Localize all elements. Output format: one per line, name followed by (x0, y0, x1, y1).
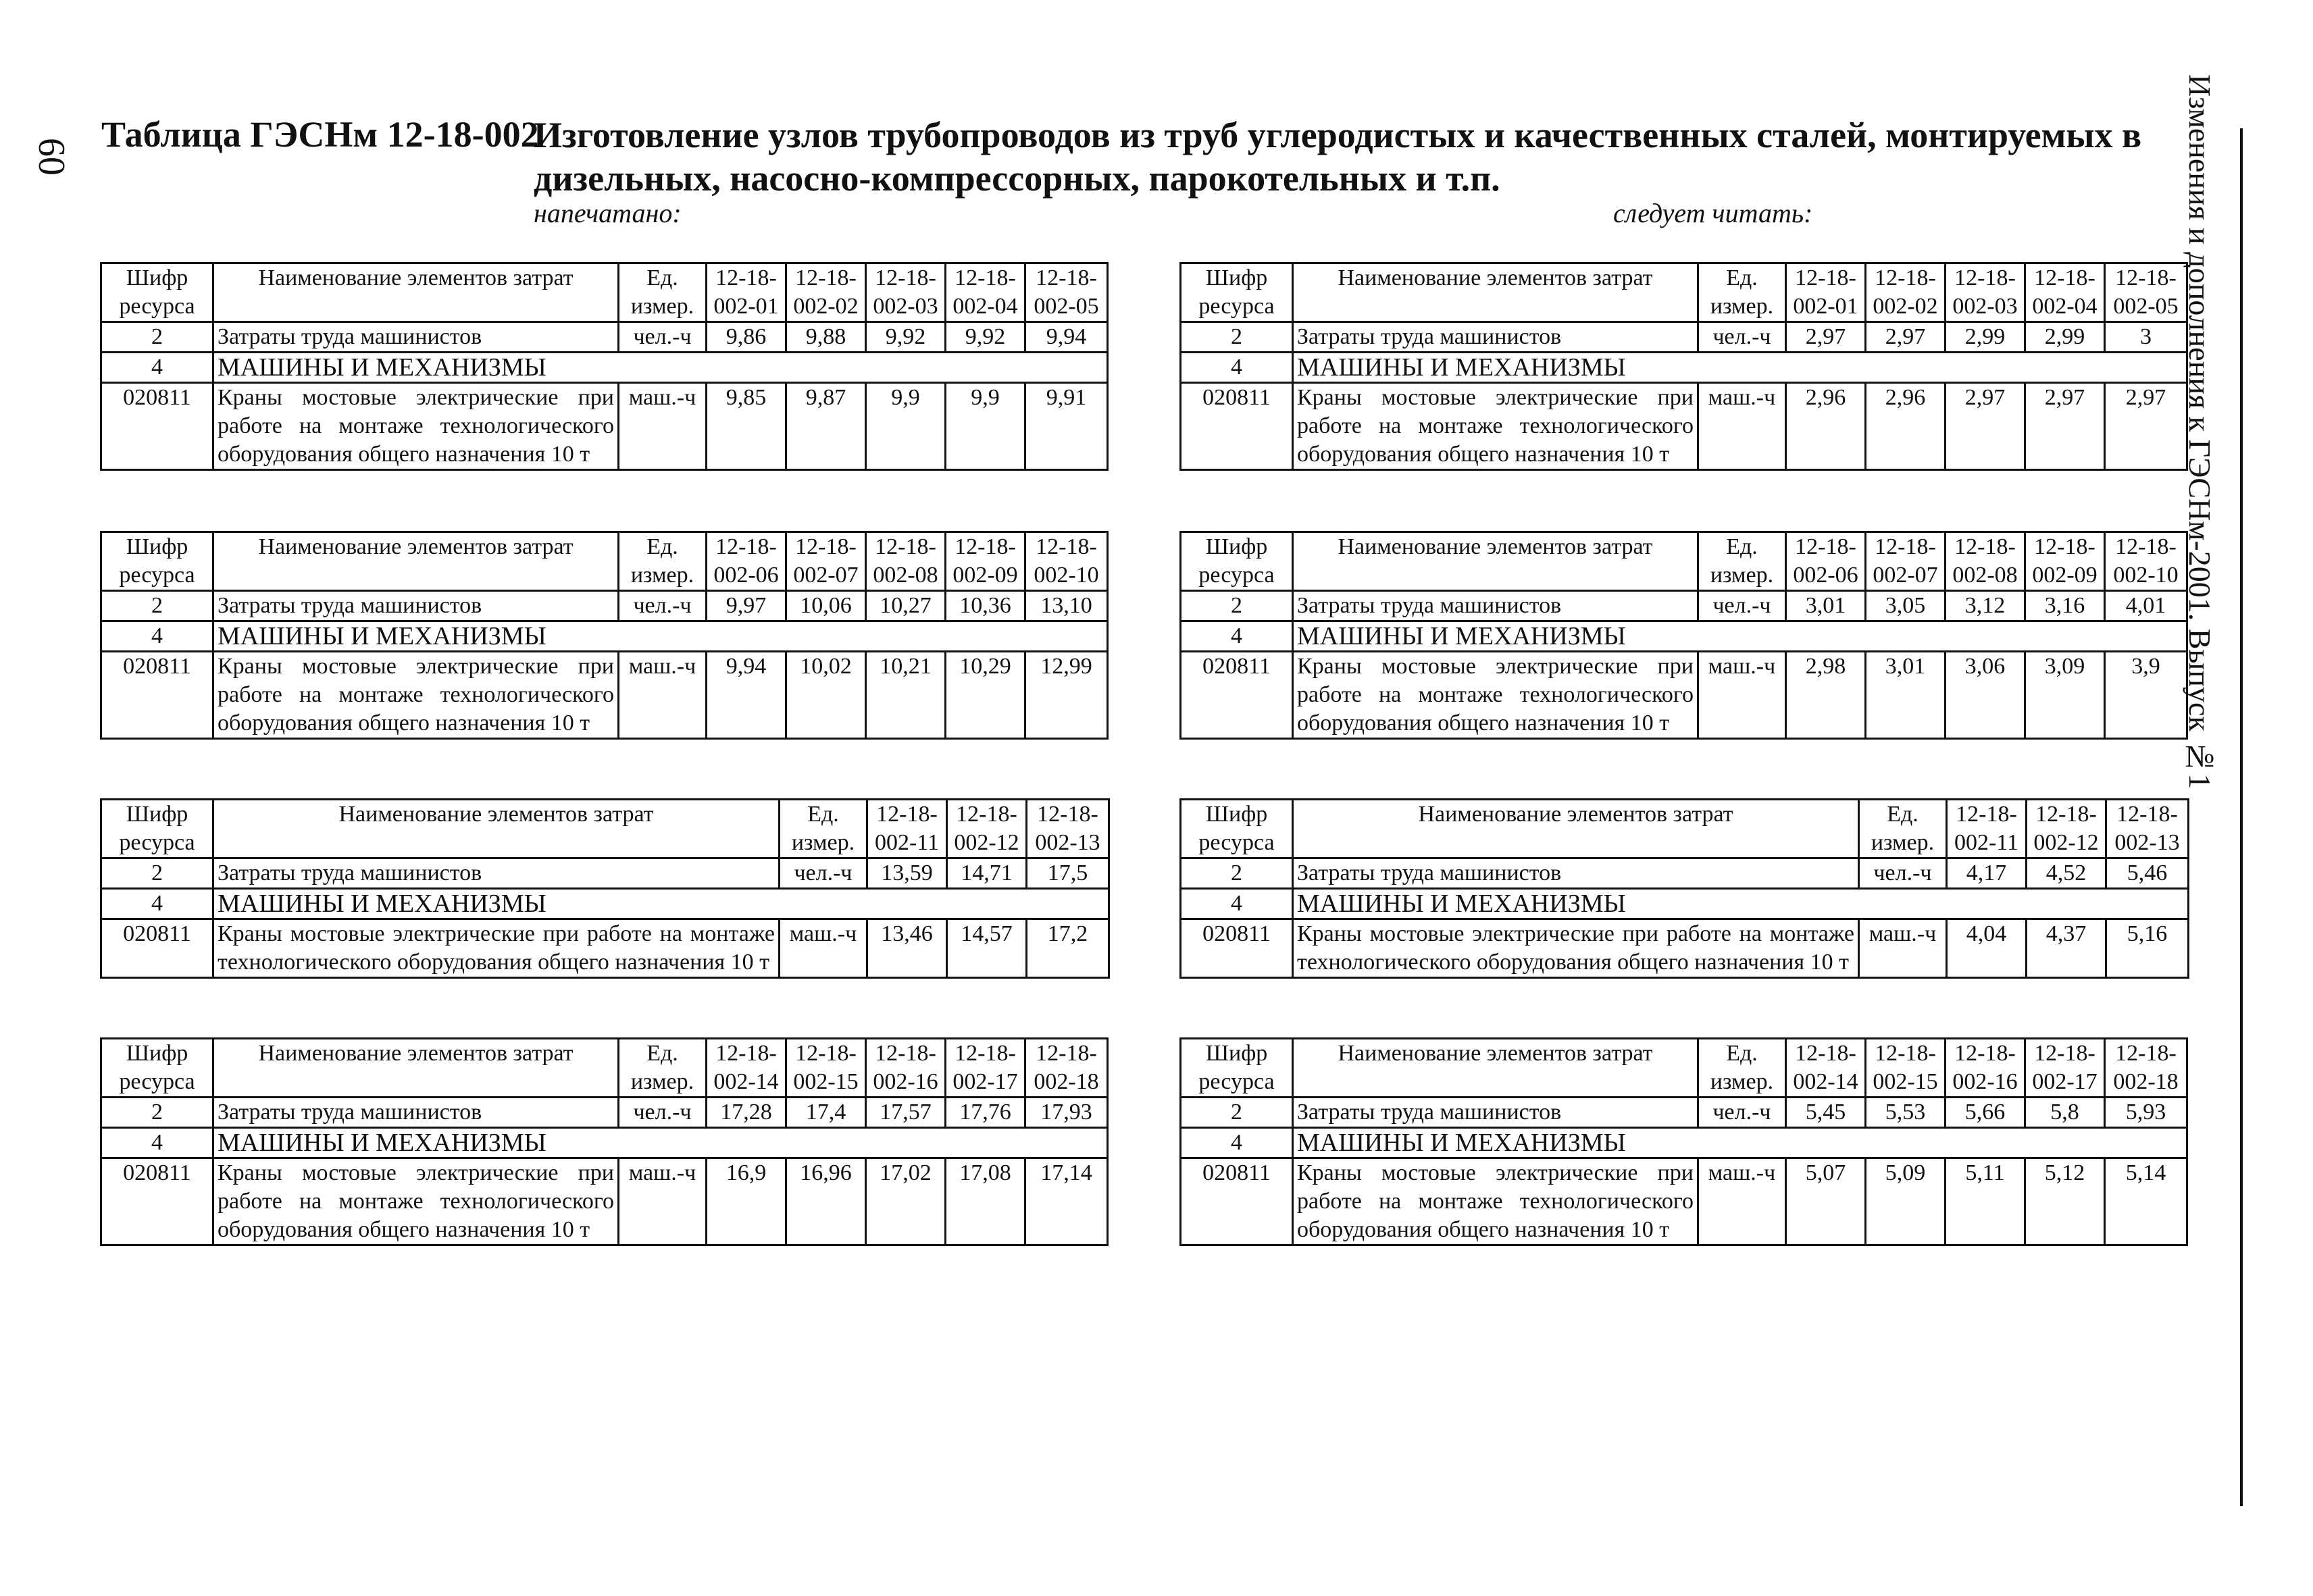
cost-name: Затраты труда машинистов (1293, 858, 1859, 889)
resource-code: 2 (101, 322, 213, 353)
header-cipher: Шифр ресурса (1181, 800, 1293, 858)
unit: маш.-ч (1698, 383, 1786, 470)
cost-name: Затраты труда машинистов (1293, 1098, 1698, 1128)
corrected-table-1 (1179, 262, 2188, 471)
section-row (1181, 889, 2189, 919)
header-code: 12-18-002-05 (2105, 263, 2187, 322)
cost-name: Краны мостовые электрические при работе на монтаже технологического оборудования общего назначения 10 т (213, 919, 780, 978)
header-code: 12-18-002-18 (1025, 1039, 1108, 1098)
table-row (1181, 858, 2189, 889)
section-row (1181, 1128, 2187, 1158)
header-code: 12-18-002-16 (866, 1039, 946, 1098)
section-code: 4 (101, 621, 213, 652)
printed-table-2 (100, 531, 1109, 740)
cost-name: Затраты труда машинистов (213, 1098, 619, 1128)
labor-value: 9,97 (707, 591, 786, 621)
cost-name: Затраты труда машинистов (213, 322, 619, 353)
crane-value: 17,14 (1025, 1158, 1108, 1245)
table-row (1181, 919, 2189, 978)
header-code: 12-18-002-08 (1946, 532, 2025, 591)
crane-value: 9,91 (1025, 383, 1108, 470)
section-code: 4 (1181, 1128, 1293, 1158)
header-code: 12-18-002-11 (1947, 800, 2027, 858)
header-code: 12-18-002-05 (1025, 263, 1108, 322)
header-name: Наименование элементов затрат (213, 800, 780, 858)
labor-value: 3 (2105, 322, 2187, 353)
labor-value: 9,86 (707, 322, 786, 353)
labor-value: 5,45 (1786, 1098, 1866, 1128)
header-code: 12-18-002-18 (2105, 1039, 2187, 1098)
table-title: Изготовление узлов трубопроводов из труб углеродистых и качественных сталей, монтируемых в дизельных, насосно-компрессорных, парокотельных и т.п. (534, 115, 2142, 199)
margin-rule (2240, 128, 2243, 1506)
crane-value: 16,9 (707, 1158, 786, 1245)
section-name: МАШИНЫ И МЕХАНИЗМЫ (1293, 889, 2189, 919)
labor-value: 9,92 (946, 322, 1025, 353)
table-row (101, 1158, 1108, 1245)
labor-value: 5,93 (2105, 1098, 2187, 1128)
crane-value: 9,9 (866, 383, 946, 470)
unit: чел.-ч (1859, 858, 1947, 889)
crane-value: 5,11 (1946, 1158, 2025, 1245)
labor-value: 5,66 (1946, 1098, 2025, 1128)
header-unit: Ед. измер. (619, 263, 707, 322)
header-code: 12-18-002-12 (947, 800, 1027, 858)
header-row (1181, 532, 2187, 591)
labor-value: 9,94 (1025, 322, 1108, 353)
header-code: 12-18-002-13 (2106, 800, 2189, 858)
printed-table-1 (100, 262, 1109, 471)
header-code: 12-18-002-09 (2025, 532, 2105, 591)
header-code: 12-18-002-13 (1027, 800, 1109, 858)
section-row (101, 353, 1108, 383)
crane-value: 10,02 (786, 652, 866, 739)
section-name: МАШИНЫ И МЕХАНИЗМЫ (213, 353, 1108, 383)
resource-code: 020811 (1181, 652, 1293, 739)
crane-value: 5,14 (2105, 1158, 2187, 1245)
crane-value: 5,16 (2106, 919, 2189, 978)
crane-value: 3,09 (2025, 652, 2105, 739)
table-row (1181, 591, 2187, 621)
header-name: Наименование элементов затрат (1293, 532, 1698, 591)
crane-value: 3,06 (1946, 652, 2025, 739)
header-unit: Ед. измер. (619, 1039, 707, 1098)
cost-name: Затраты труда машинистов (213, 591, 619, 621)
resource-code: 2 (101, 591, 213, 621)
header-code: 12-18-002-07 (1866, 532, 1946, 591)
header-code: 12-18-002-01 (1786, 263, 1866, 322)
section-code: 4 (1181, 889, 1293, 919)
corrected-table-3 (1179, 798, 2189, 979)
labor-value: 10,36 (946, 591, 1025, 621)
labor-value: 17,76 (946, 1098, 1025, 1128)
header-unit: Ед. измер. (619, 532, 707, 591)
table-row (1181, 652, 2187, 739)
crane-value: 2,96 (1786, 383, 1866, 470)
resource-code: 020811 (1181, 919, 1293, 978)
crane-value: 2,97 (2105, 383, 2187, 470)
header-code: 12-18-002-15 (1866, 1039, 1946, 1098)
table-row (1181, 1098, 2187, 1128)
header-cipher: Шифр ресурса (1181, 532, 1293, 591)
labor-value: 17,93 (1025, 1098, 1108, 1128)
table-row (101, 591, 1108, 621)
running-header: Изменения и дополнения к ГЭСНм-2001. Выпуск №1 (2183, 74, 2217, 790)
header-code: 12-18-002-06 (707, 532, 786, 591)
labor-value: 17,5 (1027, 858, 1109, 889)
table-row (101, 322, 1108, 353)
section-name: МАШИНЫ И МЕХАНИЗМЫ (213, 1128, 1108, 1158)
resource-code: 2 (1181, 322, 1293, 353)
cost-name: Краны мостовые электрические при работе на монтаже технологического оборудования общего назначения 10 т (213, 652, 619, 739)
resource-code: 020811 (1181, 383, 1293, 470)
cost-name: Затраты труда машинистов (213, 858, 780, 889)
resource-code: 2 (101, 1098, 213, 1128)
header-unit: Ед. измер. (1859, 800, 1947, 858)
header-cipher: Шифр ресурса (101, 1039, 213, 1098)
section-name: МАШИНЫ И МЕХАНИЗМЫ (213, 621, 1108, 652)
header-name: Наименование элементов затрат (213, 263, 619, 322)
crane-value: 4,04 (1947, 919, 2027, 978)
unit: маш.-ч (1698, 652, 1786, 739)
page-number: 60 (30, 138, 72, 176)
section-row (101, 1128, 1108, 1158)
cost-name: Краны мостовые электрические при работе на монтаже технологического оборудования общего назначения 10 т (1293, 383, 1698, 470)
labor-value: 10,27 (866, 591, 946, 621)
header-code: 12-18-002-09 (946, 532, 1025, 591)
crane-value: 17,02 (866, 1158, 946, 1245)
labor-value: 3,12 (1946, 591, 2025, 621)
unit: маш.-ч (1859, 919, 1947, 978)
labor-value: 5,46 (2106, 858, 2189, 889)
crane-value: 2,98 (1786, 652, 1866, 739)
unit: маш.-ч (1698, 1158, 1786, 1245)
header-code: 12-18-002-02 (1866, 263, 1946, 322)
header-row (1181, 263, 2187, 322)
crane-value: 9,87 (786, 383, 866, 470)
labor-value: 2,99 (1946, 322, 2025, 353)
header-code: 12-18-002-10 (1025, 532, 1108, 591)
unit: чел.-ч (780, 858, 867, 889)
unit: чел.-ч (619, 322, 707, 353)
crane-value: 5,12 (2025, 1158, 2105, 1245)
header-unit: Ед. измер. (1698, 532, 1786, 591)
labor-value: 4,17 (1947, 858, 2027, 889)
crane-value: 17,2 (1027, 919, 1109, 978)
header-code: 12-18-002-14 (1786, 1039, 1866, 1098)
header-cipher: Шифр ресурса (1181, 1039, 1293, 1098)
crane-value: 2,97 (2025, 383, 2105, 470)
section-code: 4 (1181, 621, 1293, 652)
header-code: 12-18-002-11 (867, 800, 947, 858)
header-name: Наименование элементов затрат (1293, 1039, 1698, 1098)
cost-name: Затраты труда машинистов (1293, 322, 1698, 353)
section-code: 4 (1181, 353, 1293, 383)
unit: чел.-ч (1698, 322, 1786, 353)
cost-name: Краны мостовые электрические при работе на монтаже технологического оборудования общего назначения 10 т (1293, 919, 1859, 978)
header-name: Наименование элементов затрат (213, 1039, 619, 1098)
header-code: 12-18-002-03 (866, 263, 946, 322)
crane-value: 14,57 (947, 919, 1027, 978)
section-row (1181, 621, 2187, 652)
labor-value: 5,8 (2025, 1098, 2105, 1128)
header-unit: Ед. измер. (780, 800, 867, 858)
labor-value: 4,52 (2027, 858, 2106, 889)
header-cipher: Шифр ресурса (101, 263, 213, 322)
section-code: 4 (101, 1128, 213, 1158)
crane-value: 12,99 (1025, 652, 1108, 739)
crane-value: 9,9 (946, 383, 1025, 470)
resource-code: 2 (101, 858, 213, 889)
header-row (101, 532, 1108, 591)
header-unit: Ед. измер. (1698, 263, 1786, 322)
header-cipher: Шифр ресурса (1181, 263, 1293, 322)
labor-value: 17,57 (866, 1098, 946, 1128)
header-code: 12-18-002-12 (2027, 800, 2106, 858)
labor-value: 9,92 (866, 322, 946, 353)
header-name: Наименование элементов затрат (1293, 800, 1859, 858)
crane-value: 10,29 (946, 652, 1025, 739)
unit: чел.-ч (1698, 591, 1786, 621)
unit: чел.-ч (619, 591, 707, 621)
cost-name: Краны мостовые электрические при работе на монтаже технологического оборудования общего назначения 10 т (1293, 652, 1698, 739)
labor-value: 3,01 (1786, 591, 1866, 621)
crane-value: 3,9 (2105, 652, 2187, 739)
crane-value: 13,46 (867, 919, 947, 978)
header-cipher: Шифр ресурса (101, 532, 213, 591)
header-code: 12-18-002-16 (1946, 1039, 2025, 1098)
header-code: 12-18-002-07 (786, 532, 866, 591)
crane-value: 10,21 (866, 652, 946, 739)
header-code: 12-18-002-04 (2025, 263, 2105, 322)
labor-value: 13,10 (1025, 591, 1108, 621)
crane-value: 4,37 (2027, 919, 2106, 978)
cost-name: Краны мостовые электрические при работе на монтаже технологического оборудования общего назначения 10 т (1293, 1158, 1698, 1245)
labor-value: 10,06 (786, 591, 866, 621)
header-code: 12-18-002-01 (707, 263, 786, 322)
resource-code: 2 (1181, 1098, 1293, 1128)
labor-value: 2,99 (2025, 322, 2105, 353)
table-row (101, 383, 1108, 470)
header-code: 12-18-002-15 (786, 1039, 866, 1098)
header-unit: Ед. измер. (1698, 1039, 1786, 1098)
labor-value: 2,97 (1866, 322, 1946, 353)
printed-table-3 (100, 798, 1110, 979)
header-row (1181, 800, 2189, 858)
corrected-table-2 (1179, 531, 2188, 740)
printed-table-4 (100, 1037, 1109, 1246)
header-name: Наименование элементов затрат (213, 532, 619, 591)
section-name: МАШИНЫ И МЕХАНИЗМЫ (1293, 1128, 2187, 1158)
header-row (101, 800, 1109, 858)
crane-value: 2,97 (1946, 383, 2025, 470)
crane-value: 5,09 (1866, 1158, 1946, 1245)
section-name: МАШИНЫ И МЕХАНИЗМЫ (1293, 353, 2187, 383)
labor-value: 4,01 (2105, 591, 2187, 621)
resource-code: 2 (1181, 591, 1293, 621)
caption-printed: напечатано: (534, 198, 682, 228)
unit: маш.-ч (619, 1158, 707, 1245)
cost-name: Затраты труда машинистов (1293, 591, 1698, 621)
header-name: Наименование элементов затрат (1293, 263, 1698, 322)
crane-value: 16,96 (786, 1158, 866, 1245)
resource-code: 2 (1181, 858, 1293, 889)
crane-value: 9,94 (707, 652, 786, 739)
cost-name: Краны мостовые электрические при работе на монтаже технологического оборудования общего назначения 10 т (213, 383, 619, 470)
labor-value: 3,05 (1866, 591, 1946, 621)
crane-value: 3,01 (1866, 652, 1946, 739)
labor-value: 2,97 (1786, 322, 1866, 353)
table-row (101, 919, 1109, 978)
header-code: 12-18-002-03 (1946, 263, 2025, 322)
table-row (1181, 322, 2187, 353)
header-code: 12-18-002-04 (946, 263, 1025, 322)
section-code: 4 (101, 889, 213, 919)
labor-value: 9,88 (786, 322, 866, 353)
labor-value: 17,28 (707, 1098, 786, 1128)
table-row (101, 1098, 1108, 1128)
crane-value: 17,08 (946, 1158, 1025, 1245)
table-row (1181, 383, 2187, 470)
header-row (1181, 1039, 2187, 1098)
header-code: 12-18-002-14 (707, 1039, 786, 1098)
section-code: 4 (101, 353, 213, 383)
header-code: 12-18-002-02 (786, 263, 866, 322)
resource-code: 020811 (1181, 1158, 1293, 1245)
section-name: МАШИНЫ И МЕХАНИЗМЫ (1293, 621, 2187, 652)
section-name: МАШИНЫ И МЕХАНИЗМЫ (213, 889, 1109, 919)
resource-code: 020811 (101, 1158, 213, 1245)
crane-value: 2,96 (1866, 383, 1946, 470)
resource-code: 020811 (101, 919, 213, 978)
header-code: 12-18-002-17 (946, 1039, 1025, 1098)
crane-value: 9,85 (707, 383, 786, 470)
unit: маш.-ч (780, 919, 867, 978)
cost-name: Краны мостовые электрические при работе на монтаже технологического оборудования общего назначения 10 т (213, 1158, 619, 1245)
labor-value: 13,59 (867, 858, 947, 889)
section-row (101, 889, 1109, 919)
header-code: 12-18-002-08 (866, 532, 946, 591)
table-label: Таблица ГЭСНм 12-18-002 (101, 114, 539, 155)
unit: чел.-ч (1698, 1098, 1786, 1128)
section-row (101, 621, 1108, 652)
header-code: 12-18-002-06 (1786, 532, 1866, 591)
header-row (101, 263, 1108, 322)
header-code: 12-18-002-17 (2025, 1039, 2105, 1098)
labor-value: 14,71 (947, 858, 1027, 889)
section-row (1181, 353, 2187, 383)
labor-value: 5,53 (1866, 1098, 1946, 1128)
table-row (101, 652, 1108, 739)
resource-code: 020811 (101, 652, 213, 739)
table-row (1181, 1158, 2187, 1245)
labor-value: 3,16 (2025, 591, 2105, 621)
resource-code: 020811 (101, 383, 213, 470)
corrected-table-4 (1179, 1037, 2188, 1246)
header-row (101, 1039, 1108, 1098)
unit: чел.-ч (619, 1098, 707, 1128)
header-code: 12-18-002-10 (2105, 532, 2187, 591)
unit: маш.-ч (619, 383, 707, 470)
labor-value: 17,4 (786, 1098, 866, 1128)
crane-value: 5,07 (1786, 1158, 1866, 1245)
unit: маш.-ч (619, 652, 707, 739)
header-cipher: Шифр ресурса (101, 800, 213, 858)
table-row (101, 858, 1109, 889)
caption-should-read: следует читать: (1613, 198, 1813, 228)
